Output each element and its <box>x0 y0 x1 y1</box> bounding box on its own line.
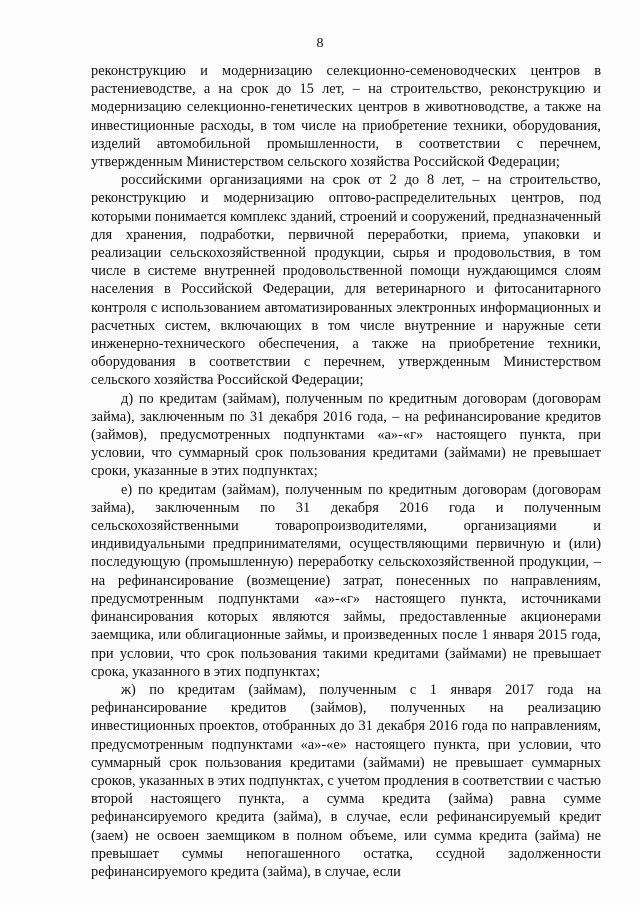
page-number: 8 <box>316 36 324 51</box>
paragraph-continuation: реконструкцию и модернизацию селекционно-семеноводческих центров в растениеводстве, а на срок до 15 лет, – на строительство, реконструкцию и модернизацию селекционно-генетических центров в животноводстве, а также на инвестиционные расходы, в том числе на приобретение техники, оборудования, изделий автомобильной промышленности, в соответствии с перечнем, утвержденным Министерством сельского хозяйства Российской Федерации; <box>91 63 601 171</box>
paragraph-item-zh: ж) по кредитам (займам), полученным с 1 января 2017 года на рефинансирование кредитов (займов), полученных на реализацию инвестиционных проектов, отобранных до 31 декабря 2016 года по направлениям, предусмотренным подпунктами «а»-«е» настоящего пункта, при условии, что суммарный срок пользования кредитами (займами) не превышает суммарных сроков, указанных в этих подпунктах, с учетом продления в соответствии с частью второй настоящего пункта, а сумма кредита (займа) равна сумме рефинансируемого кредита (займа), в случае, если рефинансируемый кредит (заем) не освоен заемщиком в полном объеме, или сумма кредита (займа) не превышает суммы непогашенного остатка, ссудной задолженности рефинансируемого кредита (займа), в случае, если <box>91 681 601 880</box>
paragraph-wholesale-centers: российскими организациями на срок от 2 до 8 лет, – на строительство, реконструкцию и модернизацию оптово-распределительных центров, под которыми понимается комплекс зданий, строений и сооружений, предназначенный для хранения, подработки, первичной переработки, приема, упаковки и реализации сельскохозяйственной продукции, сырья и продовольствия, в том числе в системе внутренней продовольственной помощи нуждающимся слоям населения в Российской Федерации, для ветеринарного и фитосанитарного контроля с использованием автоматизированных электронных информационных и расчетных систем, включающих в том числе внутренние и наружные сети инженерно-технического обеспечения, а также на приобретение техники, оборудования в соответствии с перечнем, утвержденным Министерством сельского хозяйства Российской Федерации; <box>91 172 601 389</box>
paragraph-item-d: д) по кредитам (займам), полученным по кредитным договорам (договорам займа), заключенным по 31 декабря 2016 года, – на рефинансирование кредитов (займов), предусмотренных подпунктами «а»-«г» настоящего пункта, при условии, что суммарный срок пользования кредитами (займами) не превышает сроки, указанные в этих подпунктах; <box>91 390 601 480</box>
paragraph-item-e: е) по кредитам (займам), полученным по кредитным договорам (договорам займа), заключенным по 31 декабря 2016 года и полученным сельскохозяйственными товаропроизводителями, организациями и индивидуальными предпринимателями, осуществляющими первичную и (или) последующую (промышленную) переработку сельскохозяйственной продукции, – на рефинансирование (возмещение) затрат, понесенных по направлениям, предусмотренным подпунктами «а»-«г» настоящего пункта, источниками финансирования которых являются займы, предоставленные акционерами заемщика, или облигационные займы, и произведенных после 1 января 2015 года, при условии, что срок пользования такими кредитами (займами) не превышает срока, указанного в этих подпунктах; <box>91 481 601 680</box>
document-body <box>91 62 601 881</box>
